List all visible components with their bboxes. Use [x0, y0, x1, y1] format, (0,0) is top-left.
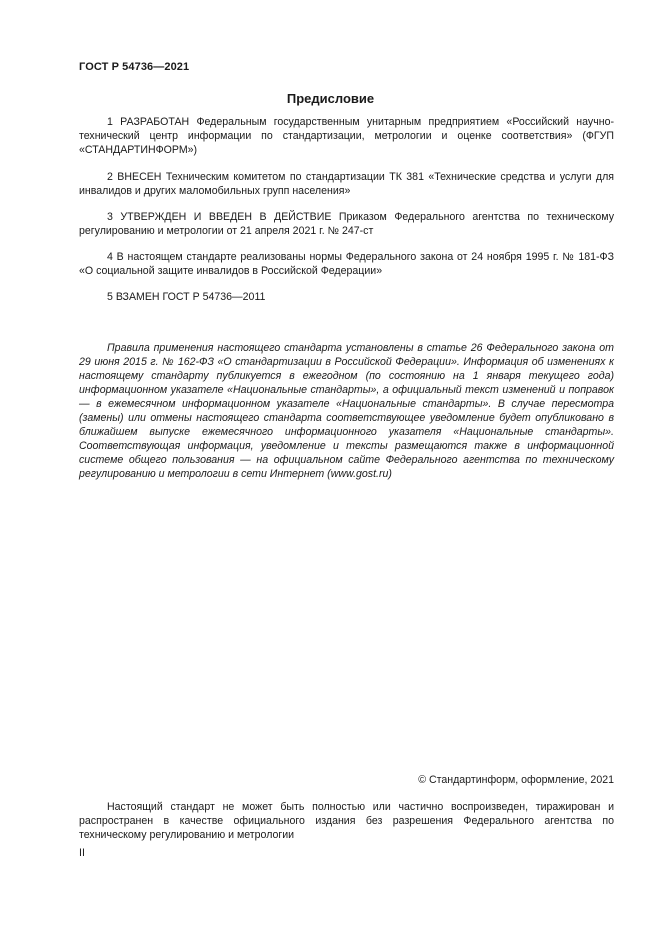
paragraph-introduced: 2 ВНЕСЕН Техническим комитетом по стандартизации ТК 381 «Технические средства и услуги для инвалидов и других маломобильных групп населения» [79, 171, 614, 197]
paragraph-replaces: 5 ВЗАМЕН ГОСТ Р 54736—2011 [107, 291, 266, 303]
reproduction-notice: Настоящий стандарт не может быть полностью или частично воспроизведен, тиражирован и распространен в качестве официального издания без разрешения Федерального агентства по техническому регулированию и метрологии [79, 801, 614, 841]
paragraph-developed: 1 РАЗРАБОТАН Федеральным государственным унитарным предприятием «Российский научно-технический центр информации по стандартизации, метрологии и оценке соответствия» (ФГУП «СТАНДАРТИНФОРМ») [79, 116, 614, 156]
paragraph-implemented-law: 4 В настоящем стандарте реализованы нормы Федерального закона от 24 ноября 1995 г. № 181-ФЗ «О социальной защите инвалидов в Российской Федерации» [79, 251, 614, 277]
page-number: II [79, 847, 85, 859]
paragraph-approved: 3 УТВЕРЖДЕН И ВВЕДЕН В ДЕЙСТВИЕ Приказом Федерального агентства по техническому регулированию и метрологии от 21 апреля 2021 г. № 247-ст [79, 211, 614, 237]
document-code: ГОСТ Р 54736—2021 [79, 61, 190, 73]
application-rules-notice: Правила применения настоящего стандарта установлены в статье 26 Федерального закона от 29 июня 2015 г. № 162-ФЗ «О стандартизации в Российской Федерации». Информация об изменениях к настоящему стандарту публикуется в ежегодном (по состоянию на 1 января текущего года) информационном указателе «Национальные стандарты», а официальный текст изменений и поправок — в ежемесячном информационном указателе «Национальные стандарты». В случае пересмотра (замены) или отмены настоящего стандарта соответствующее уведомление будет опубликовано в ближайшем выпуске ежемесячного информационного указателя «Национальные стандарты». Соответствующая информация, уведомление и тексты размещаются также в информационной системе общего пользования — на официальном сайте Федерального агентства по техническому регулированию и метрологии в сети Интернет (www.gost.ru) [79, 342, 614, 480]
copyright-line: © Стандартинформ, оформление, 2021 [418, 774, 614, 786]
page-title: Предисловие [286, 91, 375, 106]
